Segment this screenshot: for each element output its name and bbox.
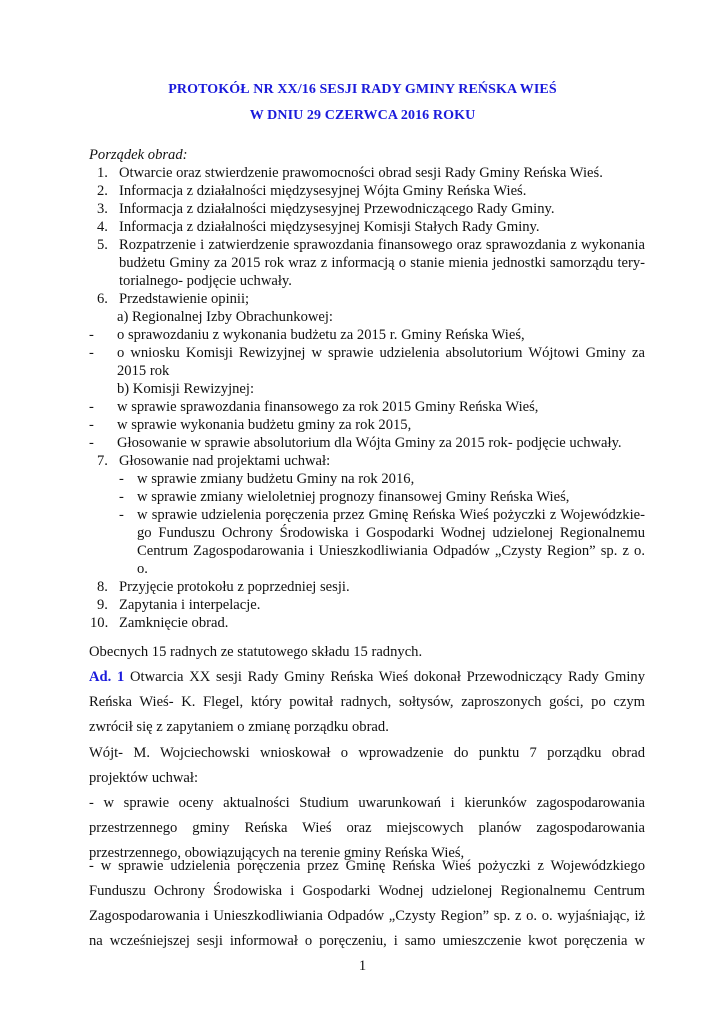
agenda-item-5-line-3: torialnego- podjęcie uchwały. (119, 273, 292, 289)
item-7-sub-3-line-2: go Funduszu Ochrony Środowiska i Gospodarki Wodnej udzielonej Regionalnemu (137, 525, 645, 541)
agenda-num-6: 6. (97, 291, 108, 307)
agenda-item-5-line-1: Rozpatrzenie i zatwierdzenie sprawozdania finansowego oraz sprawozdania z wykonania (119, 237, 645, 253)
agenda-item-3: Informacja z działalności międzysesyjnej Przewodniczącego Rady Gminy. (119, 201, 555, 217)
agenda-num-2: 2. (97, 183, 108, 199)
dash: - (119, 489, 124, 505)
sub-a-item-1: o sprawozdaniu z wykonania budżetu za 2015 r. Gminy Reńska Wieś, (117, 327, 525, 343)
bullet1-line-2: przestrzennego gminy Reńska Wieś oraz miejscowych planów zagospodarowania (89, 820, 645, 836)
bullet1-line-1: - w sprawie oceny aktualności Studium uwarunkowań i kierunków zagospodarowania (89, 795, 645, 811)
agenda-item-2: Informacja z działalności międzysesyjnej Wójta Gminy Reńska Wieś. (119, 183, 527, 199)
title-line-1: PROTOKÓŁ NR XX/16 SESJI RADY GMINY REŃSKA WIEŚ (168, 82, 557, 97)
agenda-item-9: Zapytania i interpelacje. (119, 597, 261, 613)
dash: - (89, 327, 94, 343)
agenda-num-7: 7. (97, 453, 108, 469)
sub-b-item-3: Głosowanie w sprawie absolutorium dla Wójta Gminy za 2015 rok- podjęcie uchwały. (117, 435, 622, 451)
ad1-line-1 (89, 669, 645, 686)
sub-a-item-2: o wniosku Komisji Rewizyjnej w sprawie udzielenia absolutorium Wójtowi Gminy za (117, 345, 645, 361)
agenda-item-8: Przyjęcie protokołu z poprzedniej sesji. (119, 579, 350, 595)
ad1-line-3: zwrócił się z zapytaniem o zmianę porządku obrad. (89, 719, 389, 735)
agenda-num-9: 9. (97, 597, 108, 613)
agenda-num-5: 5. (97, 237, 108, 253)
page-number: 1 (358, 958, 367, 974)
sub-a-item-2-cont: 2015 rok (117, 363, 170, 379)
agenda-item-7: Głosowanie nad projektami uchwał: (119, 453, 331, 469)
dash: - (89, 417, 94, 433)
agenda-item-1: Otwarcie oraz stwierdzenie prawomocności obrad sesji Rady Gminy Reńska Wieś. (119, 165, 603, 181)
item-7-sub-1: w sprawie zmiany budżetu Gminy na rok 2016, (137, 471, 415, 487)
title-line-2: W DNIU 29 CZERWCA 2016 ROKU (249, 108, 476, 123)
dash: - (89, 435, 94, 451)
agenda-num-10: 10. (90, 615, 109, 631)
sub-b-item-1: w sprawie sprawozdania finansowego za rok 2015 Gminy Reńska Wieś, (117, 399, 539, 415)
agenda-sub-b: b) Komisji Rewizyjnej: (117, 381, 255, 397)
dash: - (119, 507, 124, 523)
agenda-item-4: Informacja z działalności międzysesyjnej Komisji Stałych Rady Gminy. (119, 219, 540, 235)
agenda-label: Porządek obrad: (89, 147, 188, 163)
dash: - (119, 471, 124, 487)
agenda-num-8: 8. (97, 579, 108, 595)
ad1-line-2: Reńska Wieś- K. Flegel, który powitał radnych, sołtysów, zaproszonych gości, po czym (89, 694, 645, 710)
agenda-num-4: 4. (97, 219, 108, 235)
wojt-line-1: Wójt- M. Wojciechowski wnioskował o wprowadzenie do punktu 7 porządku obrad (89, 745, 645, 761)
dash: - (89, 399, 94, 415)
agenda-num-1: 1. (97, 165, 108, 181)
item-7-sub-3-line-3: Centrum Zagospodarowania i Unieszkodliwiania Odpadów „Czysty Region” sp. z o. (137, 543, 645, 559)
agenda-num-3: 3. (97, 201, 108, 217)
item-7-sub-3-line-1: w sprawie udzielenia poręczenia przez Gminę Reńska Wieś pożyczki z Wojewódzkie- (137, 507, 645, 523)
bullet2-line-3: Zagospodarowania i Unieszkodliwiania Odpadów „Czysty Region” sp. z o. o. wyjaśniając, iż (89, 908, 645, 924)
agenda-item-5-line-2: budżetu Gminy za 2015 rok wraz z informacją o stanie mienia jednostki samorządu tery- (119, 255, 645, 271)
dash: - (89, 345, 94, 361)
bullet2-line-4: na wcześniejszej sesji informował o poręczeniu, i samo umieszczenie kwot poręczenia w (89, 933, 645, 949)
ad1-label: Ad. 1 (89, 669, 125, 685)
ad1-text: Otwarcia XX sesji Rady Gminy Reńska Wieś dokonał Przewodniczący Rady Gminy (124, 669, 646, 685)
item-7-sub-2: w sprawie zmiany wieloletniej prognozy finansowej Gminy Reńska Wieś, (137, 489, 570, 505)
sub-b-item-2: w sprawie wykonania budżetu gminy za rok 2015, (117, 417, 412, 433)
wojt-line-2: projektów uchwał: (89, 770, 199, 786)
agenda-sub-a: a) Regionalnej Izby Obrachunkowej: (117, 309, 333, 325)
item-7-sub-3-line-4: o. (137, 561, 148, 577)
agenda-item-6: Przedstawienie opinii; (119, 291, 250, 307)
bullet1-line-3: przestrzennego, obowiązujących na terenie gminy Reńska Wieś, (89, 845, 465, 861)
bullet2-line-1: - w sprawie udzielenia poręczenia przez Gminę Reńska Wieś pożyczki z Wojewódzkiego (89, 858, 645, 874)
agenda-item-10: Zamknięcie obrad. (119, 615, 229, 631)
bullet2-line-2: Funduszu Ochrony Środowiska i Gospodarki Wodnej udzielonej Regionalnemu Centrum (89, 883, 645, 899)
attendance-text: Obecnych 15 radnych ze statutowego składu 15 radnych. (89, 644, 423, 660)
